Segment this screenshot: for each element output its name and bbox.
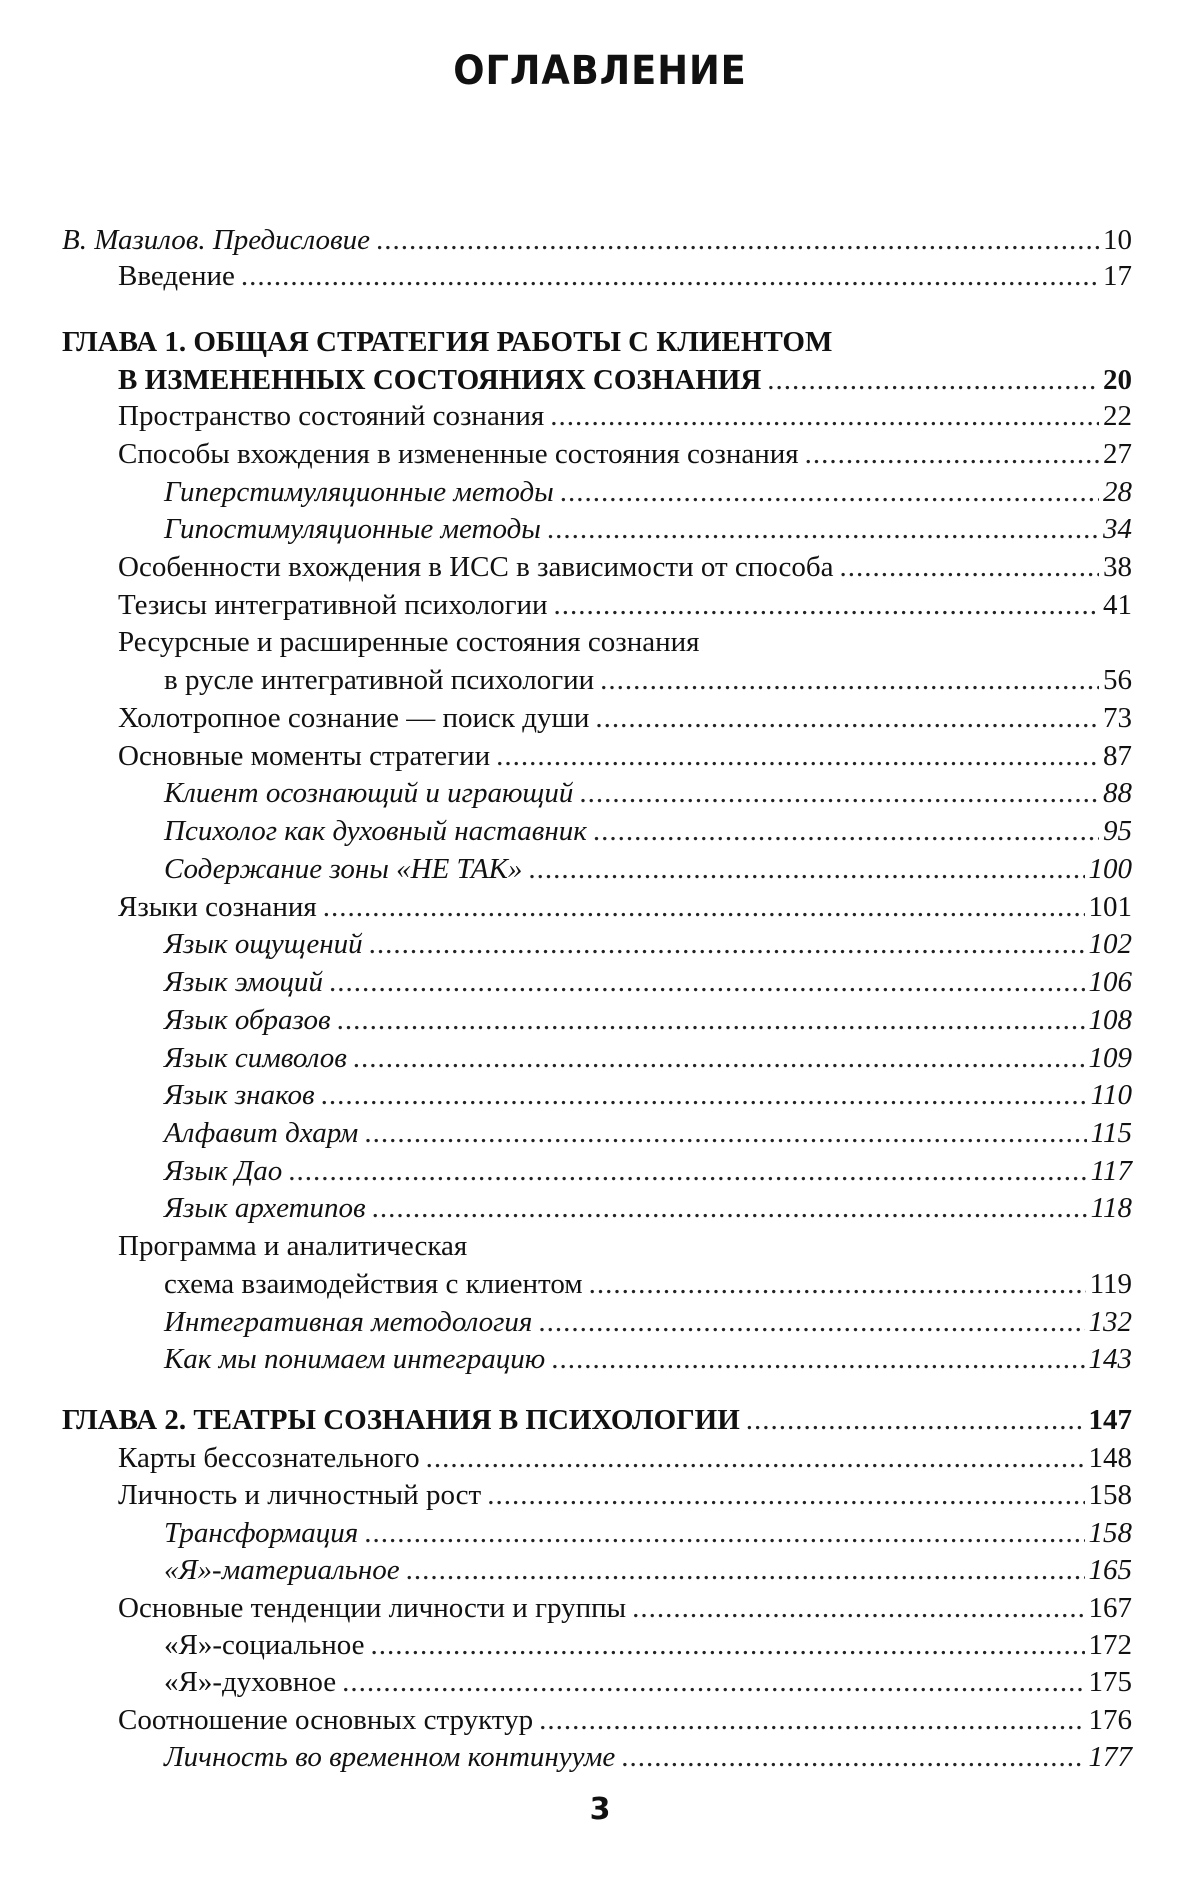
toc-entry-title: Язык архетипов [164,1190,366,1226]
toc-entry-page: 148 [1089,1440,1133,1476]
toc-entry-title: «Я»-духовное [164,1664,336,1700]
toc-entry-page: 34 [1103,511,1132,547]
toc-entry-title: «Я»-материальное [164,1552,400,1588]
dot-leader [593,813,1099,849]
toc-entry-page: 106 [1089,964,1133,1000]
dot-leader [353,1040,1085,1076]
dot-leader [600,662,1099,698]
toc-entry-page: 108 [1089,1002,1133,1038]
toc-entry-page: 115 [1091,1115,1132,1151]
toc-entry-title: Гипостимуляционные методы [164,511,541,547]
dot-leader [805,436,1099,472]
toc-entry-page: 143 [1089,1341,1133,1377]
toc-entry-title: Карты бессознательного [118,1440,420,1476]
toc-entry-title: Как мы понимаем интеграцию [164,1341,545,1377]
toc-entry [118,587,1132,623]
toc-entry-page: 20 [1103,362,1132,398]
dot-leader [372,1190,1087,1226]
toc-entry-title: Язык символов [164,1040,347,1076]
page-title: ОГЛАВЛЕНИЕ [48,48,1152,94]
dot-leader [487,1477,1084,1513]
toc-entry [118,1702,1132,1738]
toc-entry [164,926,1132,962]
dot-leader [329,964,1084,1000]
dot-leader [539,1702,1084,1738]
toc-entry [164,511,1132,547]
toc-entry-title: Соотношение основных структур [118,1702,533,1738]
toc-entry-page: 177 [1089,1739,1133,1775]
toc-entry-title: В ИЗМЕНЕННЫХ СОСТОЯНИЯХ СОЗНАНИЯ [118,362,761,398]
dot-leader [538,1304,1084,1340]
toc-entry [164,1002,1132,1038]
toc-entry-title: ГЛАВА 2. ТЕАТРЫ СОЗНАНИЯ В ПСИХОЛОГИИ [62,1402,740,1438]
toc-entry [164,1077,1132,1113]
toc-entry-title: Пространство состояний сознания [118,398,544,434]
toc-entry-page: 10 [1103,222,1132,258]
toc-entry [164,474,1132,510]
toc-entry-title: Гиперстимуляционные методы [164,474,554,510]
toc-entry-page: 100 [1089,851,1133,887]
dot-leader [288,1153,1086,1189]
toc-entry [164,964,1132,1000]
toc-entry [164,1266,1132,1302]
toc-entry-page: 165 [1089,1552,1133,1588]
toc-entry [118,889,1132,925]
toc-entry [164,851,1132,887]
dot-leader [241,258,1099,294]
toc-entry [164,1664,1132,1700]
chapter-2-entry [62,1402,1132,1438]
toc-entry-title: Введение [118,258,235,294]
toc-entry-title: Холотропное сознание — поиск души [118,700,589,736]
toc-entry-title: Особенности вхождения в ИСС в зависимости от способа [118,549,834,585]
toc-entry-title-first-line: Программа и аналитическая [118,1228,467,1264]
dot-leader [323,889,1085,925]
toc-entry-page: 175 [1089,1664,1133,1700]
toc-entry-page: 147 [1089,1402,1133,1438]
toc-entry-page: 176 [1089,1702,1133,1738]
toc-entry-title: Язык образов [164,1002,331,1038]
toc-entry [164,1190,1132,1226]
chapter-1-heading: ГЛАВА 1. ОБЩАЯ СТРАТЕГИЯ РАБОТЫ С КЛИЕНТОМ [62,324,832,360]
toc-entry-page: 73 [1103,700,1132,736]
toc-entry-title: Язык эмоций [164,964,323,1000]
toc-entry-page: 167 [1089,1590,1133,1626]
toc-entry-page: 28 [1103,474,1132,510]
dot-leader [369,926,1085,962]
toc-entry [118,1477,1132,1513]
toc-entry-title: схема взаимодействия с клиентом [164,1266,583,1302]
dot-leader [579,775,1099,811]
toc-entry [164,775,1132,811]
toc-entry-page: 101 [1089,889,1133,925]
toc-entry [118,738,1132,774]
toc-entry-title: «Я»-социальное [164,1627,364,1663]
dot-leader [406,1552,1085,1588]
toc-entry [118,258,1132,294]
toc-entry-page: 110 [1091,1077,1132,1113]
toc-entry [164,1341,1132,1377]
dot-leader [560,474,1099,510]
toc-entry-title: Клиент осознающий и играющий [164,775,573,811]
toc-entry-page: 95 [1103,813,1132,849]
dot-leader [528,851,1084,887]
toc-entry-page: 132 [1089,1304,1133,1340]
dot-leader [554,587,1099,623]
dot-leader [840,549,1099,585]
toc-entry-title-first-line: Ресурсные и расширенные состояния сознания [118,624,699,660]
toc-entry-title: Алфавит дхарм [164,1115,358,1151]
dot-leader [547,511,1099,547]
toc-entry-title: Способы вхождения в измененные состояния сознания [118,436,799,472]
dot-leader [426,1440,1085,1476]
dot-leader [551,1341,1084,1377]
toc-entry [164,1304,1132,1340]
toc-entry-page: 17 [1103,258,1132,294]
toc-entry-title: Язык ощущений [164,926,363,962]
toc-entry-title: В. Мазилов. Предисловие [62,222,370,258]
toc-entry-title: Психолог как духовный наставник [164,813,587,849]
toc-entry-page: 117 [1091,1153,1132,1189]
toc-entry-page: 56 [1103,662,1132,698]
toc-entry-page: 88 [1103,775,1132,811]
toc-entry-title: Интегративная методология [164,1304,532,1340]
page-number: 3 [0,1792,1200,1827]
toc-entry-title: Трансформация [164,1515,358,1551]
toc-entry-page: 102 [1089,926,1133,962]
toc-entry [164,662,1132,698]
toc-entry-page: 38 [1103,549,1132,585]
dot-leader [632,1590,1084,1626]
toc-entry-title: Тезисы интегративной психологии [118,587,548,623]
toc-entry-page: 87 [1103,738,1132,774]
toc-entry-title: в русле интегративной психологии [164,662,594,698]
toc-entry-page: 158 [1089,1477,1133,1513]
toc-entry [164,813,1132,849]
toc-entry-page: 109 [1089,1040,1133,1076]
dot-leader [589,1266,1086,1302]
dot-leader [496,738,1099,774]
toc-entry [118,549,1132,585]
dot-leader [746,1402,1085,1438]
toc-entry-page: 41 [1103,587,1132,623]
toc-entry [118,700,1132,736]
toc-entry-title: Личность во временном континууме [164,1739,615,1775]
toc-entry-title: Язык Дао [164,1153,282,1189]
dot-leader [370,1627,1084,1663]
toc-entry-page: 172 [1089,1627,1133,1663]
toc-entry-page: 27 [1103,436,1132,472]
toc-entry [164,1515,1132,1551]
dot-leader [550,398,1099,434]
dot-leader [767,362,1099,398]
dot-leader [337,1002,1085,1038]
toc-entry-page: 22 [1103,398,1132,434]
dot-leader [364,1115,1086,1151]
toc-entry-page: 119 [1090,1266,1132,1302]
toc-entry-title: Содержание зоны «НЕ ТАК» [164,851,522,887]
toc-entry [164,1739,1132,1775]
toc-entry-page: 158 [1089,1515,1133,1551]
table-of-contents [0,0,1200,1879]
toc-entry [164,1552,1132,1588]
toc-entry [62,222,1132,258]
dot-leader [321,1077,1087,1113]
toc-entry-title: Личность и личностный рост [118,1477,481,1513]
dot-leader [376,222,1099,258]
chapter-1-entry [118,362,1132,398]
dot-leader [595,700,1099,736]
toc-entry [164,1115,1132,1151]
toc-entry [118,1440,1132,1476]
toc-entry [164,1627,1132,1663]
dot-leader [342,1664,1084,1700]
toc-entry-title: Язык знаков [164,1077,315,1113]
toc-entry [118,436,1132,472]
toc-entry [164,1040,1132,1076]
toc-entry-title: Языки сознания [118,889,317,925]
toc-entry [118,1590,1132,1626]
toc-entry-page: 118 [1091,1190,1132,1226]
dot-leader [364,1515,1084,1551]
toc-entry [118,398,1132,434]
toc-entry [164,1153,1132,1189]
toc-entry-title: Основные тенденции личности и группы [118,1590,626,1626]
toc-entry-title: Основные моменты стратегии [118,738,490,774]
dot-leader [621,1739,1084,1775]
